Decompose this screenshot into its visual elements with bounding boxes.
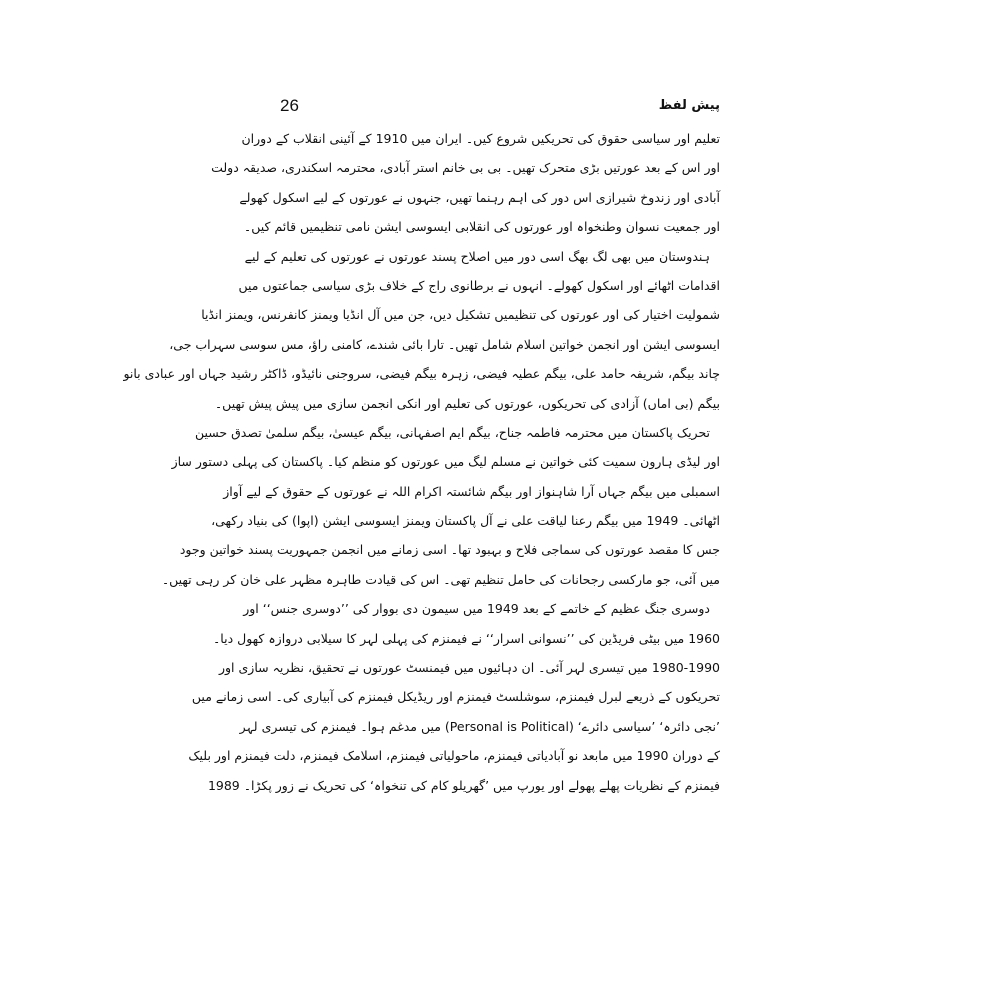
text-line: جس کا مقصد عورتوں کی سماجی فلاح و بہبود تھا۔ اسی زمانے میں انجمن جمہوریت پسند خواتین وجود <box>179 542 720 558</box>
text-line: ہندوستان میں بھی لگ بھگ اسی دور میں اصلاح پسند عورتوں نے عورتوں کی تعلیم کے لیے <box>244 248 710 264</box>
page-number: 26 <box>280 96 299 115</box>
text-line: شمولیت اختیار کی اور عورتوں کی تنظیمیں تشکیل دیں، جن میں آل انڈیا ویمنز کانفرنس، ویمنز انڈیا <box>201 307 720 323</box>
text-line: فیمنزم کے نظریات پھلے پھولے اور یورپ میں ’گھریلو کام کی تنخواہ‘ کی تحریک نے زور پکڑا۔ 1989 <box>207 777 720 793</box>
text-line: تعلیم اور سیاسی حقوق کی تحریکیں شروع کیں۔ ایران میں 1910 کے آئینی انقلاب کے دوران <box>241 131 720 146</box>
text-line: اسمبلی میں بیگم جہاں آرا شاہنواز اور بیگم شائستہ اکرام اللہ نے عورتوں کے حقوق کے لیے آواز <box>223 483 720 499</box>
text-line: اور لیڈی ہارون سمیت کئی خواتین نے مسلم لیگ میں عورتوں کو منظم کیا۔ پاکستان کی پہلی دستور ساز <box>171 454 720 470</box>
text-line: اقدامات اٹھائے اور اسکول کھولے۔ انہوں نے برطانوی راج کے خلاف بڑی سیاسی جماعتوں میں <box>238 277 720 293</box>
text-line: ’نجی دائرہ‘ ’سیاسی دائرے‘ (Personal is Political) میں مدغم ہوا۔ فیمنزم کی تیسری لہر <box>239 718 720 734</box>
page-header <box>280 94 720 118</box>
text-line: تحریکوں کے ذریعے لبرل فیمنزم، سوشلسٹ فیمنزم اور ریڈیکل فیمنزم کی آبیاری کی۔ اسی زمانے میں <box>191 689 720 705</box>
text-line: اٹھائی۔ 1949 میں بیگم رعنا لیاقت علی نے آل پاکستان ویمنز ایسوسی ایشن (اپوا) کی بنیاد رکھی، <box>211 513 720 529</box>
text-line: دوسری جنگ عظیم کے خاتمے کے بعد 1949 میں سیمون دی بووار کی ’’دوسری جنس‘‘ اور <box>243 601 710 617</box>
text-line: اور اس کے بعد عورتیں بڑی متحرک تھیں۔ بی بی خانم استر آبادی، محترمہ اسکندری، صدیقہ دولت <box>211 160 720 176</box>
running-head: پیش لفظ <box>658 98 720 113</box>
text-line: بیگم (بی اماں) آزادی کی تحریکوں، عورتوں کی تعلیم اور انکی انجمن سازی میں پیش پیش تھیں۔ <box>214 395 720 411</box>
text-line: ایسوسی ایشن اور انجمن خواتین اسلام شامل تھیں۔ تارا بائی شندے، کامنی راؤ، مس سوسی سہراب جی، <box>169 336 720 352</box>
text-line: میں آئی، جو مارکسی رجحانات کی حامل تنظیم تھی۔ اس کی قیادت طاہرہ مظہر علی خان کر رہی تھیں۔ <box>161 571 720 587</box>
text-line: تحریک پاکستان میں محترمہ فاطمہ جناح، بیگم ایم اصفہانی، بیگم عیسیٰ، بیگم سلمیٰ تصدق حسین <box>194 424 710 440</box>
text-line: اور جمعیت نسوان وطنخواہ اور عورتوں کی انقلابی ایسوسی ایشن نامی تنظیمیں قائم کیں۔ <box>243 219 720 235</box>
text-line: 1980-1990 میں تیسری لہر آئی۔ ان دہائیوں میں فیمنسٹ عورتوں نے تحقیق، نظریہ سازی اور <box>218 660 720 676</box>
text-line: کے دوران 1990 میں مابعد نو آبادیاتی فیمنزم، ماحولیاتی فیمنزم، اسلامک فیمنزم، دلت فیمنزم اور بلیک <box>188 748 720 764</box>
text-line: 1960 میں بیٹی فریڈین کی ’’نسوانی اسرار‘‘ نے فیمنزم کی پہلی لہر کا سیلابی دروازہ کھول دیا۔ <box>212 630 720 646</box>
text-line: چاند بیگم، شریفہ حامد علی، بیگم عطیہ فیضی، زہرہ بیگم فیضی، سروجنی نائیڈو، ڈاکٹر رشید جہاں اور عبادی بانو <box>123 366 720 382</box>
body-text <box>123 124 720 874</box>
text-line: آبادی اور زندوخ شیرازی اس دور کی اہم رہنما تھیں، جنہوں نے عورتوں کے لیے اسکول کھولے <box>239 189 720 205</box>
